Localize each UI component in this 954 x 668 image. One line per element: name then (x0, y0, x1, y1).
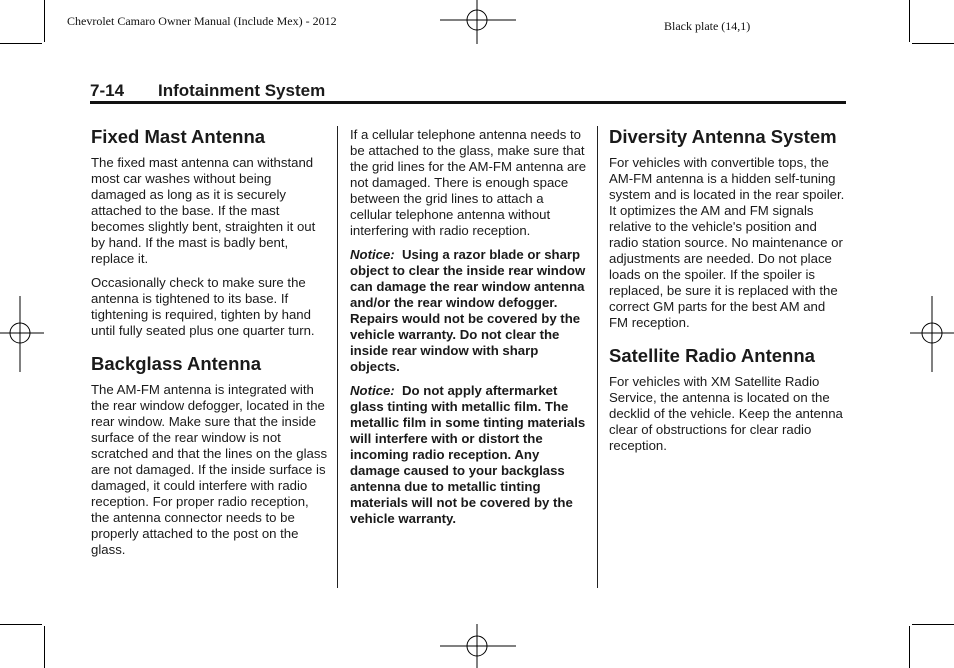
column-1 (91, 126, 329, 566)
crop-mark-top-left-v (44, 0, 45, 42)
crop-mark-top-left-h (0, 43, 42, 44)
column-divider (597, 126, 598, 588)
page-number: 7-14 (90, 81, 125, 100)
notice-paragraph (350, 247, 588, 375)
notice-label: Notice: (350, 383, 395, 398)
registration-mark-left-icon (0, 296, 44, 372)
notice-label: Notice: (350, 247, 395, 262)
crop-mark-bottom-right-h (912, 624, 954, 625)
registration-mark-right-icon (910, 296, 954, 372)
paragraph: Occasionally check to make sure the antenna is tightened to its base. If tightening is required, tighten by hand until fully seated plus one quarter turn. (91, 275, 315, 338)
heading-fixed-mast-antenna: Fixed Mast Antenna (91, 126, 266, 147)
notice-text: Do not apply aftermarket glass tinting with metallic film. The metallic film in some tinting materials will interfere with or distort the incoming radio reception. Any damage caused to your backglass antenna due to metallic tinting materials will not be covered by the vehicle warranty. (350, 383, 586, 526)
crop-mark-bottom-left-v (44, 626, 45, 668)
crop-mark-bottom-left-h (0, 624, 42, 625)
column-3 (609, 126, 847, 462)
heading-satellite-radio-antenna: Satellite Radio Antenna (609, 345, 815, 366)
paragraph: For vehicles with XM Satellite Radio Service, the antenna is located on the decklid of the vehicle. Keep the antenna clear of obstructions for clear radio reception. (609, 374, 843, 453)
paragraph: The AM-FM antenna is integrated with the rear window defogger, located in the rear window. Make sure that the inside surface of the rear window is not scratched and that the lines on the glass are not damaged. If the inside surface is damaged, it could interfere with radio reception. For proper radio reception, the antenna connector needs to be properly attached to the post on the glass. (91, 382, 328, 557)
crop-mark-top-right-v (909, 0, 910, 42)
document-title: Chevrolet Camaro Owner Manual (Include Mex) - 2012 (67, 14, 337, 28)
heading-backglass-antenna: Backglass Antenna (91, 353, 261, 374)
crop-mark-bottom-right-v (909, 626, 910, 668)
crop-mark-top-right-h (912, 43, 954, 44)
heading-rule (90, 101, 846, 104)
notice-paragraph (350, 383, 588, 527)
column-divider (337, 126, 338, 588)
section-title: Infotainment System (158, 81, 326, 100)
paragraph: If a cellular telephone antenna needs to be attached to the glass, make sure that the grid lines for the AM-FM antenna are not damaged. There is enough space between the grid lines to attach a cellular telephone antenna without interfering with radio reception. (350, 127, 587, 238)
registration-mark-bottom-icon (440, 624, 516, 668)
notice-text: Using a razor blade or sharp object to clear the inside rear window can damage the rear window antenna and/or the rear window defogger. Repairs would not be covered by the vehicle warranty. Do not clear the inside rear window with sharp objects. (350, 247, 586, 374)
registration-mark-top-icon (440, 0, 516, 44)
column-2 (350, 127, 588, 535)
paragraph: The fixed mast antenna can withstand most car washes without being damaged as long as it is securely attached to the base. If the mast becomes slightly bent, straighten it out by hand. If the mast is badly bent, replace it. (91, 155, 316, 266)
paragraph: For vehicles with convertible tops, the AM-FM antenna is a hidden self-tuning system and is located in the rear spoiler. It optimizes the AM and FM signals relative to the vehicle's position and radio station source. No maintenance or adjustments are needed. Do not place loads on the spoiler. If the spoiler is replaced, be sure it is replaced with the correct GM parts for the best AM and FM reception. (609, 155, 845, 330)
plate-label: Black plate (14,1) (664, 19, 751, 33)
heading-diversity-antenna-system: Diversity Antenna System (609, 126, 837, 147)
